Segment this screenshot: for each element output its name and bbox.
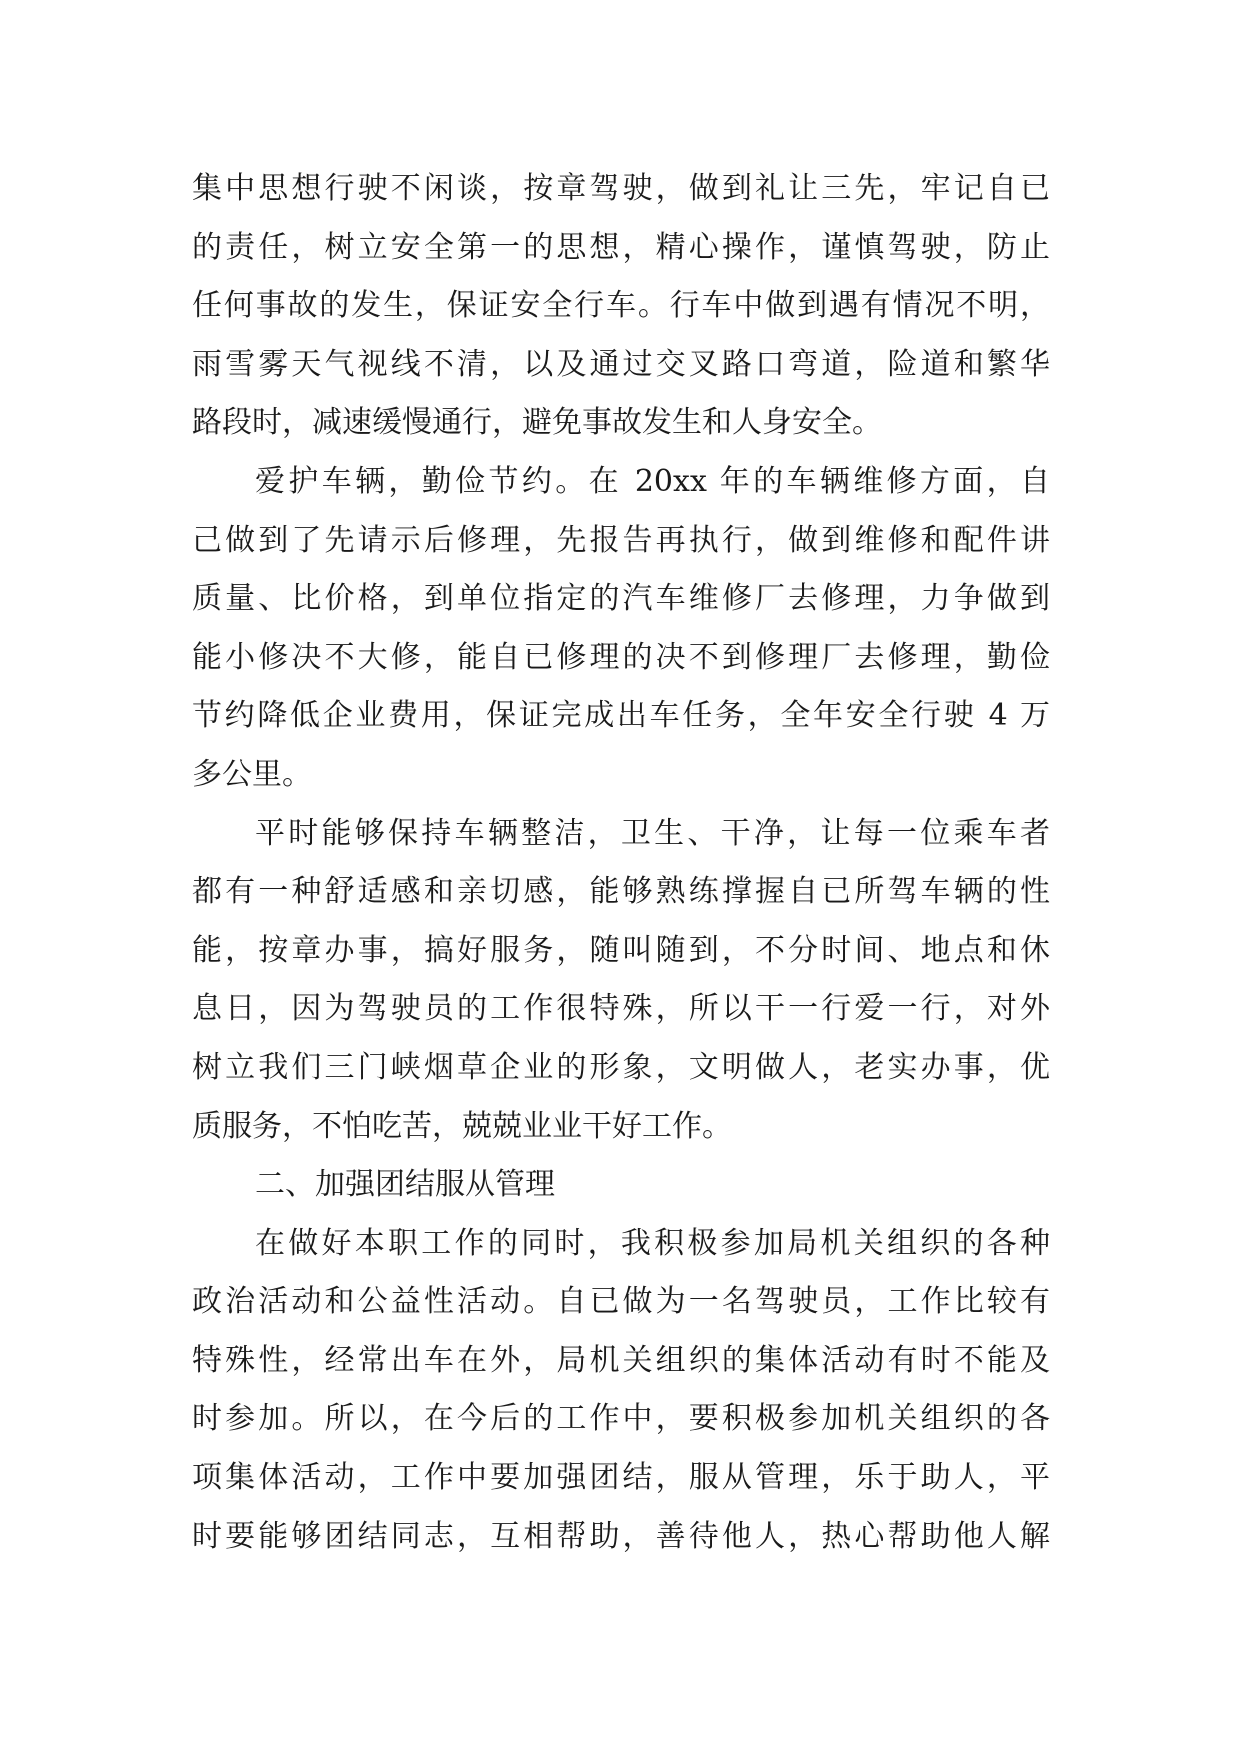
text-line: 政治活动和公益性活动。自已做为一名驾驶员，工作比较有	[192, 1284, 1050, 1320]
text-line: 时参加。所以，在今后的工作中，要积极参加机关组织的各	[192, 1401, 1050, 1437]
text-line: 集中思想行驶不闲谈，按章驾驶，做到礼让三先，牢记自已	[192, 171, 1050, 206]
text-line: 都有一种舒适感和亲切感，能够熟练撑握自已所驾车辆的性	[192, 874, 1050, 910]
text-line: 时要能够团结同志，互相帮助，善待他人，热心帮助他人解	[192, 1518, 1050, 1554]
text-line: 任何事故的发生，保证安全行车。行车中做到遇有情况不明，	[192, 288, 1050, 324]
text-line: 项集体活动，工作中要加强团结，服从管理，乐于助人，平	[192, 1460, 1050, 1496]
text-line: 雨雪雾天气视线不清，以及通过交叉路口弯道，险道和繁华	[192, 346, 1050, 382]
text-line: 己做到了先请示后修理，先报告再执行，做到维修和配件讲	[192, 522, 1050, 558]
paragraph-first-line: 在做好本职工作的同时，我积极参加局机关组织的各种	[255, 1225, 1050, 1261]
text-line: 能小修决不大修，能自已修理的决不到修理厂去修理，勤俭	[192, 639, 1050, 675]
text-line: 息日，因为驾驶员的工作很特殊，所以干一行爱一行，对外	[192, 991, 1050, 1027]
section-heading: 二、加强团结服从管理	[255, 1167, 555, 1203]
text-line: 特殊性，经常出车在外，局机关组织的集体活动有时不能及	[192, 1342, 1050, 1378]
text-line: 质服务，不怕吃苦，兢兢业业干好工作。	[192, 1108, 732, 1144]
text-line: 的责任，树立安全第一的思想，精心操作，谨慎驾驶，防止	[192, 229, 1050, 265]
paragraph-first-line: 爱护车辆，勤俭节约。在 20xx 年的车辆维修方面，自	[255, 463, 1050, 499]
text-line: 多公里。	[192, 756, 312, 792]
paragraph-first-line: 平时能够保持车辆整洁，卫生、干净，让每一位乘车者	[255, 815, 1050, 851]
text-line: 路段时，减速缓慢通行，避免事故发生和人身安全。	[192, 405, 882, 441]
text-line: 能，按章办事，搞好服务，随叫随到，不分时间、地点和休	[192, 932, 1050, 968]
text-line: 节约降低企业费用，保证完成出车任务，全年安全行驶 4 万	[192, 698, 1050, 734]
body-text	[192, 160, 1050, 1566]
text-line: 质量、比价格，到单位指定的汽车维修厂去修理，力争做到	[192, 581, 1050, 617]
text-line: 树立我们三门峡烟草企业的形象，文明做人，老实办事，优	[192, 1049, 1050, 1085]
